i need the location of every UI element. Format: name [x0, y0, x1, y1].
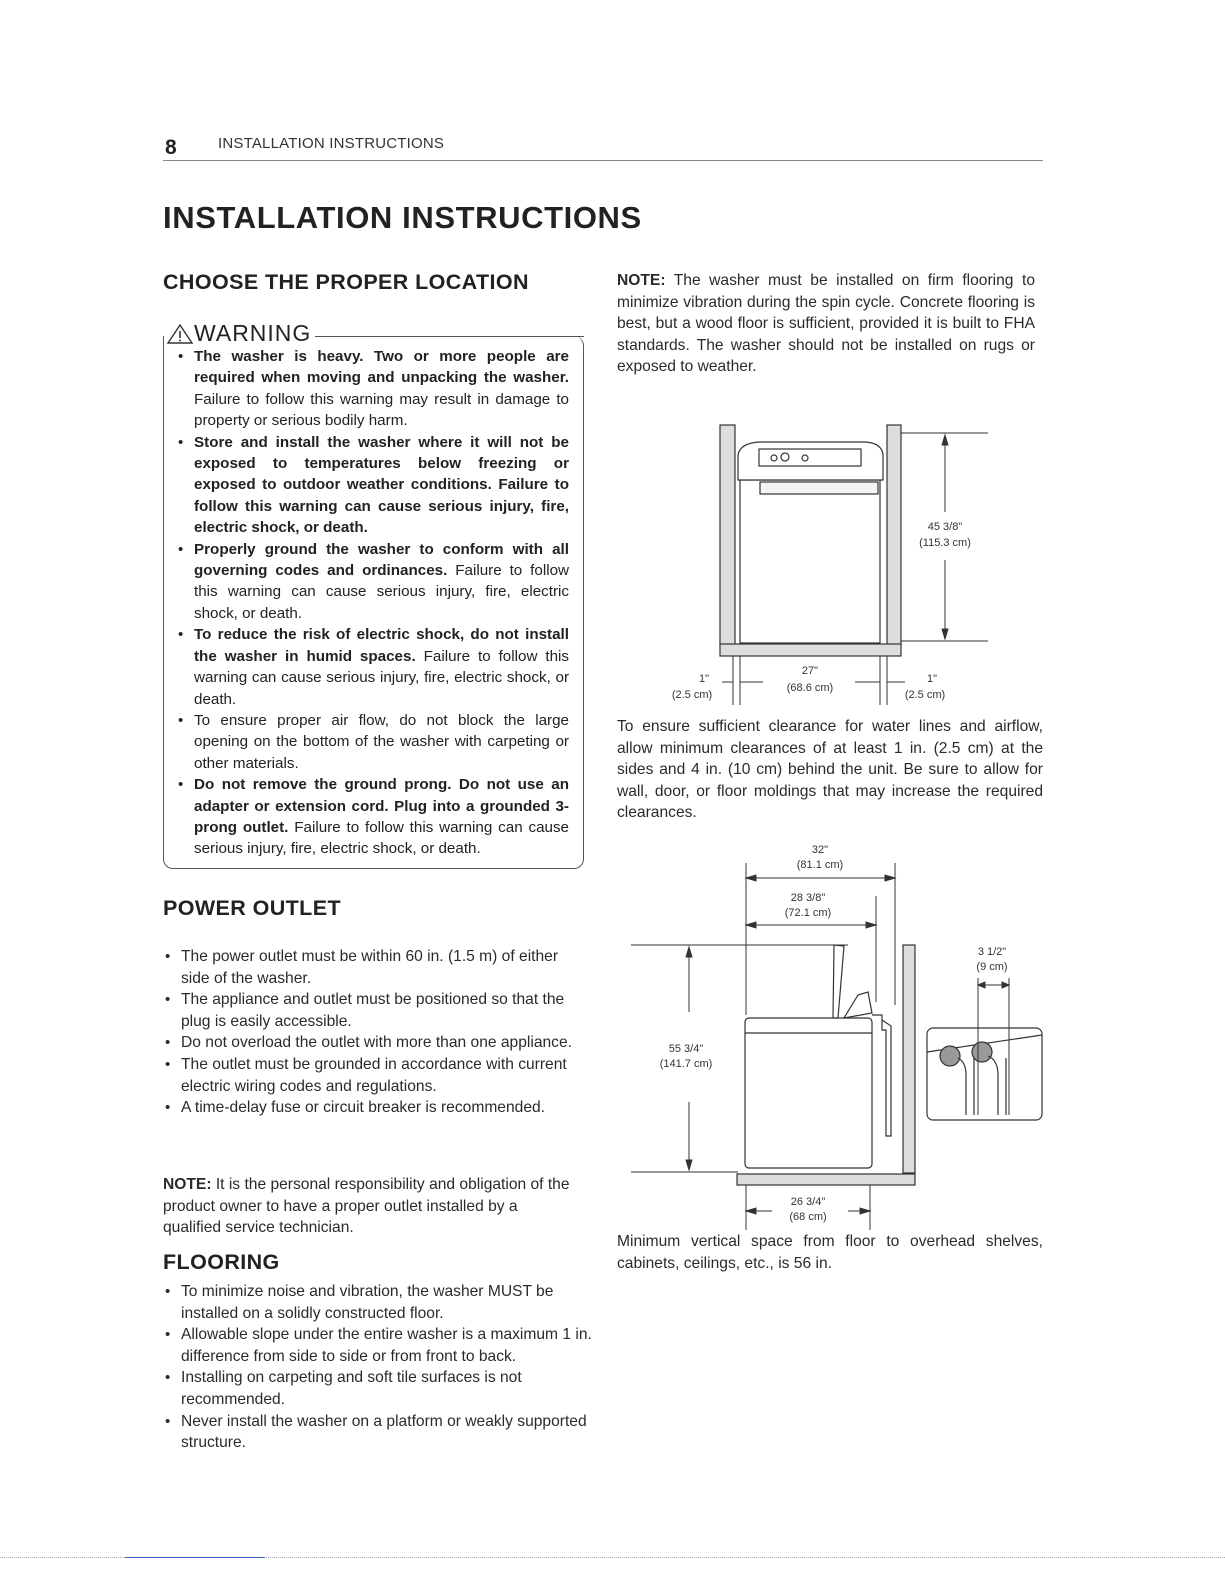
warning-text: Failure to follow this warning can cause serious injury, fire, electric shock, or death. [194, 562, 569, 622]
list-item: • The appliance and outlet must be positioned so that the plug is easily accessible. [162, 989, 587, 1032]
depth-label: 28 3/8" [790, 892, 826, 904]
power-outlet-list [162, 946, 587, 1119]
warning-header [166, 320, 315, 347]
back-wall [903, 945, 915, 1173]
flooring-heading: FLOORING [163, 1250, 280, 1274]
power-outlet-heading: POWER OUTLET [163, 896, 341, 920]
list-item: • The outlet must be grounded in accordance with current electric wiring codes and regulations. [162, 1054, 587, 1097]
page-number: 8 [165, 136, 177, 159]
warning-emphasis: Do not remove the ground prong. Do not use an adapter or extension cord. Plug into a grounded 3-prong outlet. [194, 776, 569, 836]
lid-depth-cm-label: (81.1 cm) [796, 859, 844, 871]
base-label: 26 3/4" [790, 1196, 826, 1208]
lid-depth-label: 32" [811, 844, 829, 856]
note-text: It is the personal responsibility and obligation of the product owner to have a proper outlet installed by a qualified service technician. [163, 1176, 570, 1237]
note-label: NOTE: [617, 272, 666, 289]
height-label: 45 3/8" [927, 521, 963, 533]
page-marker [125, 1557, 265, 1558]
warning-text: Failure to follow this warning can cause serious injury, fire, electric shock, or death. [194, 647, 569, 708]
warning-list [175, 346, 569, 860]
running-header: INSTALLATION INSTRUCTIONS [218, 135, 445, 152]
left-gap-label: 1" [698, 673, 710, 685]
width-cm-label: (68.6 cm) [786, 682, 834, 694]
hose-spacing-cm-label: (9 cm) [976, 961, 1008, 973]
flooring-list [162, 1281, 592, 1454]
warning-emphasis: Properly ground the washer to conform with all governing codes and ordinances. [194, 540, 569, 580]
clearance-paragraph: To ensure sufficient clearance for water lines and airflow, allow minimum clearances of at least 1 in. (2.5 cm) at the sides and 4 in. (10 cm) behind the unit. Be sure to allow for wall, door, or floor moldings that may increase the required clearances. [617, 718, 1043, 822]
page-title: INSTALLATION INSTRUCTIONS [163, 200, 642, 235]
front-clearance-diagram [620, 420, 1045, 710]
left-wall [720, 425, 735, 645]
warning-text: Failure to follow this warning can cause serious injury, fire, electric shock, or death. [194, 818, 570, 858]
height-label: 55 3/4" [668, 1043, 704, 1055]
list-item: • Allowable slope under the entire washer is a maximum 1 in. difference from side to side or from front to back. [162, 1324, 592, 1367]
left-gap-cm-label: (2.5 cm) [671, 689, 713, 701]
warning-item [175, 774, 569, 860]
note-text: The washer must be installed on firm flooring to minimize vibration during the spin cycle. Concrete flooring is best, but a wood floor is sufficient, provided it is built to FHA standards. The washer should not be installed on rugs or exposed to weather. [617, 272, 1035, 376]
note-label: NOTE: [163, 1176, 212, 1193]
list-item: • A time-delay fuse or circuit breaker is recommended. [162, 1097, 587, 1119]
right-wall [887, 425, 901, 645]
floor [737, 1174, 915, 1185]
header-divider [163, 160, 1043, 161]
warning-triangle-icon [166, 323, 194, 345]
warning-text: To ensure proper air flow, do not block the large opening on the bottom of the washer with carpeting or other materials. [194, 711, 569, 772]
list-item: • The power outlet must be within 60 in. (1.5 m) of either side of the washer. [162, 946, 587, 989]
width-label: 27" [801, 665, 819, 677]
height-cm-label: (141.7 cm) [659, 1058, 713, 1070]
warning-emphasis: To reduce the risk of electric shock, do not install the washer in humid spaces. [194, 626, 569, 665]
right-gap-cm-label: (2.5 cm) [904, 689, 946, 701]
side-clearance-diagram [620, 830, 1045, 1230]
hose-spacing-label: 3 1/2" [977, 946, 1007, 958]
warning-item [175, 539, 569, 625]
floor [720, 644, 901, 656]
list-item: • Never install the washer on a platform or weakly supported structure. [162, 1411, 592, 1454]
warning-text: Failure to follow this warning may result in damage to property or serious bodily harm. [194, 390, 569, 430]
warning-emphasis: The washer is heavy. Two or more people are required when moving and unpacking the washer. [194, 348, 569, 387]
right-gap-label: 1" [926, 673, 938, 685]
warning-item [175, 432, 569, 539]
washer-side [745, 945, 891, 1168]
vertical-space-paragraph: Minimum vertical space from floor to overhead shelves, cabinets, ceilings, etc., is 56 in. [617, 1233, 1043, 1272]
list-item: • To minimize noise and vibration, the washer MUST be installed on a solidly constructed floor. [162, 1281, 592, 1324]
hose-connection-inset [927, 1028, 1042, 1120]
power-outlet-note [163, 1174, 573, 1239]
list-item: • Installing on carpeting and soft tile surfaces is not recommended. [162, 1367, 592, 1410]
washer-front [738, 442, 883, 643]
base-cm-label: (68 cm) [789, 1211, 827, 1223]
location-heading: CHOOSE THE PROPER LOCATION [163, 270, 529, 294]
flooring-note [617, 270, 1035, 378]
warning-item [175, 346, 569, 432]
depth-cm-label: (72.1 cm) [784, 907, 832, 919]
warning-emphasis: Store and install the washer where it will not be exposed to temperatures below freezing or exposed to outdoor weather conditions. Failure to follow this warning can cause serious injury, fire, electric shock, or death. [194, 433, 569, 537]
list-item: • Do not overload the outlet with more than one appliance. [162, 1032, 587, 1054]
warning-item [175, 624, 569, 710]
warning-item [175, 710, 569, 774]
height-cm-label: (115.3 cm) [919, 537, 971, 549]
warning-label: WARNING [194, 320, 312, 346]
